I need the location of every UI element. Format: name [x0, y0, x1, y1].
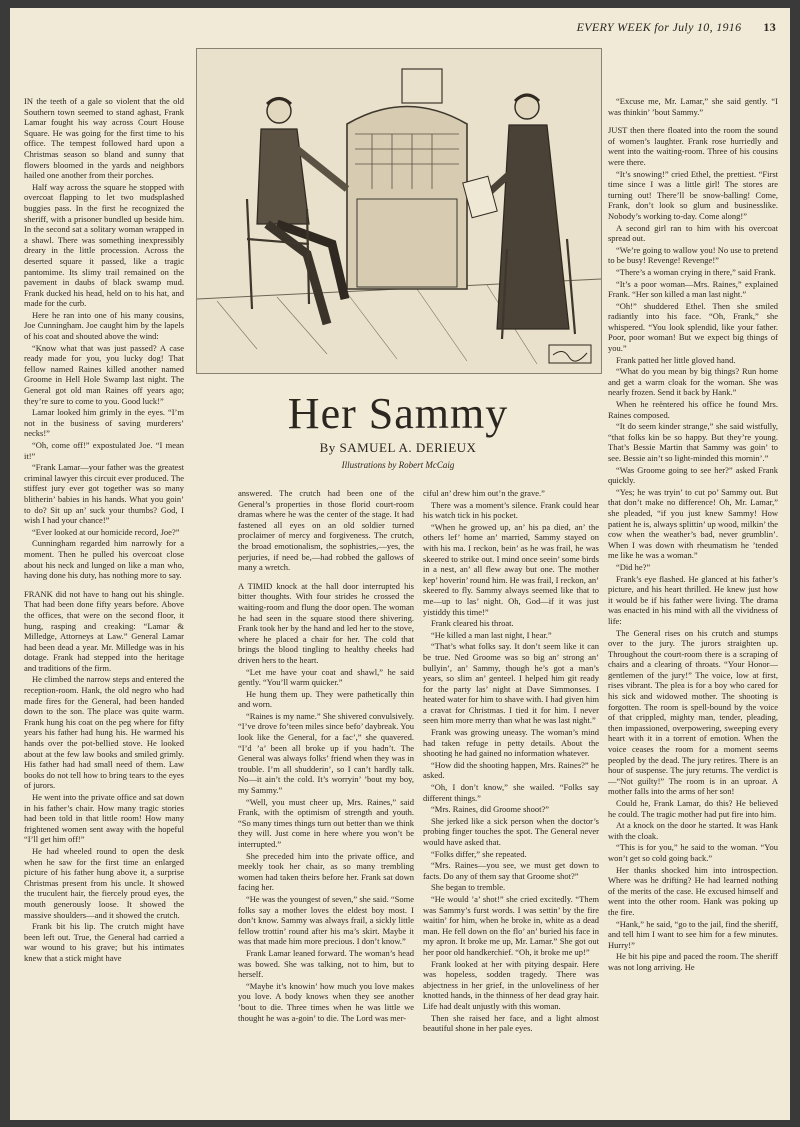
paragraph: “Oh, come off!” expostulated Joe. “I mean it!” — [24, 440, 184, 461]
paragraph: He bit his pipe and paced the room. The sheriff was not long arriving. He — [608, 951, 778, 972]
masthead: EVERY WEEK for July 10, 1916 — [576, 20, 742, 34]
paragraph: He climbed the narrow steps and entered the reception-room. Hank, the old negro who had made fires for the General, had been handed down to the son. The place was quite warm. Frank hung his coat on the peg where for fifty years his father had hung his. He warmed his hands over the pot-bellied stove. He looked about at the few law books and smiled grimly. His father had had small need of them. Law books do not tell how to bring tears to the eyes of jurors. — [24, 674, 184, 791]
paragraph: She began to tremble. — [431, 882, 506, 893]
paragraph: “Ever looked at our homicide record, Joe?” — [32, 526, 180, 537]
paragraph: “It do seem kinder strange,” she said wistfully, “that folks kin be so happy. But they’re young. That’s Bessie Martin that Sammy was goin’ to see. Bessie ain’t so light-minded this mornin’.” — [608, 421, 778, 463]
page-number: 13 — [763, 20, 776, 34]
paragraph: “This is for you,” he said to the woman. “You won’t get so cold going back.” — [608, 842, 778, 863]
paragraph: She preceded him into the private office, and meekly took her chair, as so many trembling women had taken theirs before her. Frank sat down facing her. — [238, 850, 414, 893]
paragraph: FRANK did not have to hang out his shingle. That had been done fifty years before. Above the offices, that were on the second floor, it hung, rasping and creaking: “Lamar & Milledge, Attorneys at Law.” General Lamar had been dead a year. Mr. Milledge was in his dotage. Frank had stepped into the heritage and traditions of the firm. — [24, 588, 184, 673]
paragraph: “Mrs. Raines—you see, we must get down to facts. Do any of them say that Groome shot?” — [423, 860, 599, 881]
paragraph: “It’s snowing!” cried Ethel, the prettiest. “First time since I was a little girl! The stores are turning out! There’ll be snow-balling! Come, Frank, don’t look so glum and businesslike. Nobody’s working to-day. Come along!” — [608, 168, 778, 221]
paragraph: He hung them up. They were pathetically thin and worn. — [238, 688, 414, 710]
paragraph: Frank looked at her with pitying despair. Here was hopeless, sodden tragedy. There was abjectness in her grief, in the unloveliness of her knotted hands, in the thinness of her dead gray hair. Life had dealt unjustly with this woman. — [423, 958, 599, 1011]
paragraph: “Raines is my name.” She shivered convulsively. “I’ve drove fo’teen miles since befo’ daybreak. You look like the General, for a fac’,” she quavered. “I’d ’a’ been all broke up if you hadn’t. The General was always folks’ friend when they was in trouble. I’m all shudderin’, so I can’t hardly talk. No—it ain’t the cold. It’s worryin’ ’bout my boy, my Sammy.” — [238, 710, 414, 796]
paragraph: “Know what that was just passed? A case ready made for you, you lucky dog! That fellow named Raines killed another named Groome in Hell Hole Swamp last night. The General got old man Raines off years ago; they’re sure to come to you. Good luck!” — [24, 342, 184, 406]
paragraph: Frank bit his lip. The crutch might have been left out. True, the General had carried a war wound to his grave; but his intimates knew that a stick might have — [24, 921, 184, 963]
paragraph: “He would ’a’ shot!” she cried excitedly. “Them was Sammy’s furst words. I was settin’ by the fire waitin’ for him, when he broke in, white as a dead man. He fell down on the flo’ an’ buried his face in my apron. It broke me up, Mr. Lamar.” She got out her poor old handkerchief. “Oh, it broke me up!” — [423, 893, 599, 957]
paragraph: At a knock on the door he started. It was Hank with the cloak. — [608, 820, 778, 841]
illustration-credit: Illustrations by Robert McCaig — [341, 460, 455, 470]
paragraph: “How did the shooting happen, Mrs. Raines?” he asked. — [423, 759, 599, 781]
paragraph: Could he, Frank Lamar, do this? He believed he could. The tragic mother had put fire into him. — [608, 798, 778, 819]
column-1 — [24, 96, 184, 1111]
paragraph: “Was Groome going to see her?” asked Frank quickly. — [608, 464, 778, 486]
story-illustration — [196, 48, 602, 374]
paragraph: “Yes; he was tryin’ to cut po’ Sammy out. But that don’t make no difference! Oh, Mr. Lamar,” she pleaded, “if you just knew Sammy! How patient he is, always splittin’ up wood, milkin’ the cow when the weather’s bad, never grumblin’. When I was down with rheumatism he ’tended me like he was a woman.” — [608, 486, 778, 561]
paragraph: Her thanks shocked him into introspection. Where was he drifting? He had learned nothing of the merits of the case. He excused himself and went into the other room. Hank was poking up the fire. — [608, 864, 778, 917]
story-title: Her Sammy — [287, 389, 509, 438]
illustration-drawing — [197, 49, 601, 373]
paragraph: “Hank,” he said, “go to the jail, find the sheriff, and tell him I want to see him for a few minutes. Hurry!” — [608, 918, 778, 950]
paragraph: Lamar looked him grimly in the eyes. “I’m not in the business of saving murderers’ necks!” — [24, 407, 184, 439]
paragraph: He went into the private office and sat down in his father’s chair. How many tragic stories had been told in that little room! How many frightened women sent away with the hopeful “I’ll get him off!” — [24, 792, 184, 845]
paragraph: “Mrs. Raines, did Groome shoot?” — [431, 804, 550, 815]
paragraph: Half way across the square he stopped with overcoat flapping to let two mudsplashed buggies pass. In the first he recognized the sheriff, with a prisoner bundled up beside him. In the second sat a solitary woman wrapped in a shawl. There was something inexpressibly dreary in the little procession. Across the deserted square it passed, like a tragic pantomime. Its slimy trail remained on the pavement in daubs of black swamp mud. Frank ducked his head, held on to his hat, and made for the curb. — [24, 181, 184, 309]
paragraph: “He killed a man last night, I hear.” — [431, 629, 552, 640]
column-4 — [608, 96, 778, 1111]
column-2 — [238, 488, 414, 1111]
paragraph: ciful an’ drew him out’n the grave.” — [423, 488, 545, 498]
paragraph: “We’re going to wallow you! No use to pretend to be busy! Revenge! Revenge!” — [608, 244, 778, 266]
paragraph: Frank patted her little gloved hand. — [616, 354, 736, 365]
paragraph: She jerked like a sick person when the doctor’s probing finger touches the spot. The General never would have asked that. — [423, 815, 599, 847]
paragraph: “Maybe it’s knowin’ how much you love makes you love. A body knows when they see another ’bout to die. Three times when he was little we thought he was a-goin’ to die. The Lord was mer- — [238, 980, 414, 1023]
paragraph: “Let me have your coat and shawl,” he said gently. “You’ll warm quicker.” — [238, 666, 414, 688]
paragraph: “Did he?” — [616, 561, 651, 572]
paragraph: A TIMID knock at the hall door interrupted his bitter thoughts. With four strides he crossed the waiting-room and flung the door open. The woman he had seen in the square stood there shivering. Frank took her by the hand and led her to the stove, where he placed a chair for her. The cold that brings the blood tingling to healthy cheeks had driven hers to the heart. — [238, 580, 414, 665]
paragraph: The General rises on his crutch and stumps over to the jury. The jurors straighten up. Throughout the court-room there is a scraping of chairs and a clearing of throats. “Your Honor—gentlemen of the jury!” The voice, low at first, rises vibrant. The plea is for a boy who cared for his sick and widowed mother. The shooting is forgotten. The room is spell-bound by the voice of that crippled, mighty man, tender, pleading, then impassioned, overpowering, sweeping every heart with it in a torrent of emotion. When the voice ceases the room for a moment seems peopled by the dead. The jury retires. There is an hour of suspense. The jury returns. The verdict is—“Not guilty!” The room is in an uproar. A mother falls into the arms of her son! — [608, 627, 778, 797]
paragraph: “Oh, I don’t know,” she wailed. “Folks say different things.” — [423, 782, 599, 803]
paragraph: “That’s what folks say. It don’t seem like it can be true. Ned Groome was so big an’ strong an’ bullyin’, an’ Sammy, though he’s got a man’s years, so slim an’ genteel. I helped him git ready for the party las’ night at Dave Simmonses. I heated water for him to shave with. I had given him a cravat for Christmas. I tied it for him. I never seen him more merry than what he was last night.” — [423, 641, 599, 726]
paragraph: Then she raised her face, and a light almost beautiful shone in her pale eyes. — [423, 1012, 599, 1034]
paragraph: “Oh!” shuddered Ethel. Then she smiled radiantly into his face. “Oh, Frank,” she whispered. “You look splendid, like your father. Poor, poor woman! But we expect big things of you.” — [608, 300, 778, 354]
paragraph: “It’s a poor woman—Mrs. Raines,” explained Frank. “Her son killed a man last night.” — [608, 278, 778, 300]
paragraph: “Excuse me, Mr. Lamar,” she said gently. “I was thinkin’ ’bout Sammy.” — [608, 96, 778, 117]
paragraph: Frank cleared his throat. — [431, 618, 514, 629]
paragraph: “He was the youngest of seven,” she said. “Some folks say a mother loves the eldest boy most. I don’t know. Sammy was always frail, a sickly little fellow trottin’ round after his ma’s skirt. Maybe it was that made him more precious. I don’t know.” — [238, 893, 414, 947]
paragraph: Cunningham regarded him narrowly for a moment. Then he pulled his overcoat close about his neck and lunged on like a man who, having done his duty, has nothing more to say. — [24, 538, 184, 581]
paragraph: Frank’s eye flashed. He glanced at his father’s picture, and his heart thrilled. He knew just how it would be if his father were living. The drama was enacted in his mind with all the vividness of life: — [608, 573, 778, 626]
paragraph: There was a moment’s silence. Frank could hear his watch tick in his pocket. — [423, 499, 599, 521]
paragraph: “What do you mean by big things? Run home and get a warm cloak for the woman. She was nearly frozen. Send it back by Hank.” — [608, 366, 778, 398]
paragraph: A second girl ran to him with his overcoat spread out. — [608, 222, 778, 244]
paragraph: IN the teeth of a gale so violent that the old Southern town seemed to stand aghast, Frank Lamar fought his way across Court House Square. He was going for the first time to his office. The tempest followed hard upon a Christmas season so bland and sunny that flowers bloomed in the yards and neighbors hailed one another from their porches. — [24, 96, 184, 181]
paragraph: When he reëntered his office he found Mrs. Raines composed. — [608, 399, 778, 420]
paragraph: He had wheeled round to open the desk when he saw for the first time an enlarged picture of his father hung above it, a surprise Christmas present from his uncle. It showed the truculent hair, the fiercely proud eyes, the mouth generously loose. It showed the massive shoulders—and it showed the crutch. — [24, 845, 184, 920]
paragraph: “Frank Lamar—your father was the greatest criminal lawyer this circuit ever produced. The stiffest jury ever got together was so many blitherin’ babies in his hands. What you goin’ to do? Sit up an’ suck your thumbs? God, I wish I had your chance!” — [24, 462, 184, 526]
paragraph: “There’s a woman crying in there,” said Frank. — [616, 266, 776, 277]
paragraph: Frank Lamar leaned forward. The woman’s head was bowed. She was talking, not to him, but to herself. — [238, 947, 414, 980]
column-3 — [423, 488, 599, 1111]
paragraph: Frank was growing uneasy. The woman’s mind had taken refuge in petty details. About the shooting he had gained no information whatever. — [423, 727, 599, 759]
paragraph: “When he growed up, an’ his pa died, an’ the others lef’ home an’ married, Sammy stayed on with his ma. I reckon, bein’ as he was frail, he was skeered to strike out. I mind once seein’ some birds in a nest, an’ all flew away but one. The mother kep’ hoverin’ round him. He was frail, I reckon, an’ skeered to fly. Sammy always seemed like that to me—up to las’ night. Oh, God—if it was just yistiddy this time!” — [423, 521, 599, 617]
paragraph: answered. The crutch had been one of the General’s properties in those florid court-room dramas where he was the center of the stage. It had fastened all eyes on an old soldier turned proclaimer of mercy and forgiveness. The crutch, the broad emotionalism, the sophistries,—yes, the perjuries, if need be,—had robbed the gallows of many a wretch. — [238, 488, 414, 573]
page-header — [577, 20, 776, 35]
paragraph: “Folks differ,” she repeated. — [431, 848, 527, 859]
magazine-page — [10, 8, 790, 1120]
byline: By SAMUEL A. DERIEUX — [319, 440, 477, 455]
paragraph: Here he ran into one of his many cousins, Joe Cunningham. Joe caught him by the lapels of his coat and shouted above the wind: — [24, 309, 184, 342]
paragraph: JUST then there floated into the room the sound of women’s laughter. Frank rose hurriedly and went into the waiting-room. Three of his cousins were there. — [608, 125, 778, 167]
paragraph: “Well, you must cheer up, Mrs. Raines,” said Frank, with the optimism of strength and youth. “So many times things turn out better than we think they will. Just come in here where you won’t be interrupted.” — [238, 796, 414, 849]
